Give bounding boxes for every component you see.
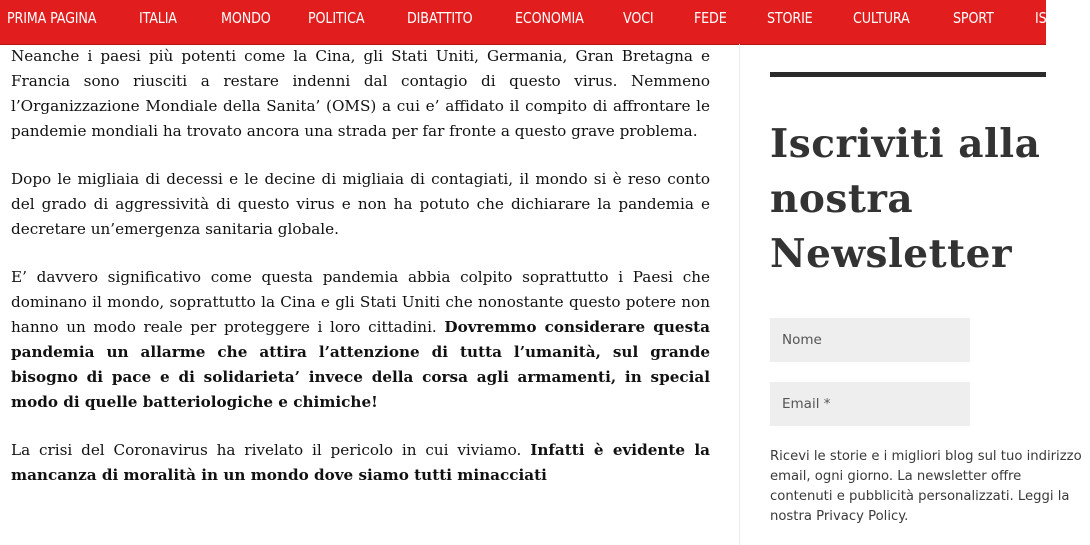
article-paragraph-2: Dopo le migliaia di decessi e le decine di migliaia di contagiati, il mondo si è reso conto del grado di aggressività di questo virus e non ha potuto che dichiarare la pandemia e decretare un’emergenza sanitaria globale.	[11, 170, 710, 238]
disclaimer-line-2: email, ogni giorno. La newsletter offre	[770, 469, 1022, 484]
column-divider	[739, 44, 740, 545]
paragraph-4-text: La crisi del Coronavirus ha rivelato il pericolo in cui viviamo.	[11, 441, 531, 459]
newsletter-title	[770, 117, 1070, 282]
sidebar-top-rule	[770, 72, 1046, 77]
nav-item-sport[interactable]: SPORT	[953, 9, 994, 27]
newsletter-title-line-1: Iscriviti alla	[770, 121, 1041, 167]
disclaimer-line-4: nostra Privacy Policy.	[770, 509, 909, 524]
nav-item-mondo[interactable]: MONDO	[221, 9, 271, 27]
nav-item-italia[interactable]: ITALIA	[139, 9, 177, 27]
newsletter-title-line-3: Newsletter	[770, 231, 1013, 277]
nav-item-economia[interactable]: ECONOMIA	[515, 9, 584, 27]
nav-item-truncated[interactable]: IS	[1035, 9, 1047, 27]
paragraph-3-text: E’ davvero significativo come questa pandemia abbia colpito soprattutto i Paesi che dominano il mondo, soprattutto la Cina e gli Stati Uniti che nonostante questo potere non hanno un modo reale per proteggere i loro cittadini.	[11, 268, 710, 336]
article-body	[11, 44, 710, 511]
name-input[interactable]	[770, 318, 970, 362]
nav-item-voci[interactable]: VOCI	[623, 9, 654, 27]
article-paragraph-3	[11, 265, 710, 415]
paragraph-4-emphasis: Infatti è evidente la mancanza di moralità in un mondo dove siamo tutti minacciati	[11, 441, 710, 484]
nav-item-cultura[interactable]: CULTURA	[853, 9, 910, 27]
article-paragraph-1: Neanche i paesi più potenti come la Cina, gli Stati Uniti, Germania, Gran Bretagna e Francia sono riusciti a restare indenni dal contagio di questo virus. Nemmeno l’Organizzazione Mondiale della Sanita’ (OMS) a cui e’ affidato il compito di affrontare le pandemie mondiali ha trovato ancora una strada per far fronte a questo grave problema.	[11, 47, 710, 140]
paragraph-3-emphasis: Dovremmo considerare questa pandemia un allarme che attira l’attenzione di tutta l’umanità, sul grande bisogno di pace e di solidarieta’ invece della corsa agli armamenti, in special modo di quelle batteriologiche e chimiche!	[11, 318, 710, 411]
newsletter-disclaimer	[770, 447, 1090, 527]
top-navigation-bar	[0, 0, 1046, 45]
nav-item-storie[interactable]: STORIE	[767, 9, 813, 27]
disclaimer-line-1: Ricevi le storie e i migliori blog sul tuo indirizzo	[770, 449, 1082, 464]
nav-item-prima-pagina[interactable]: PRIMA PAGINA	[7, 9, 97, 27]
article-paragraph-4	[11, 438, 710, 488]
nav-item-politica[interactable]: POLITICA	[308, 9, 365, 27]
nav-item-fede[interactable]: FEDE	[694, 9, 727, 27]
disclaimer-line-3: contenuti e pubblicità personalizzati. Leggi la	[770, 489, 1070, 504]
newsletter-title-line-2: nostra	[770, 176, 914, 222]
email-input[interactable]	[770, 382, 970, 426]
nav-item-dibattito[interactable]: DIBATTITO	[407, 9, 473, 27]
